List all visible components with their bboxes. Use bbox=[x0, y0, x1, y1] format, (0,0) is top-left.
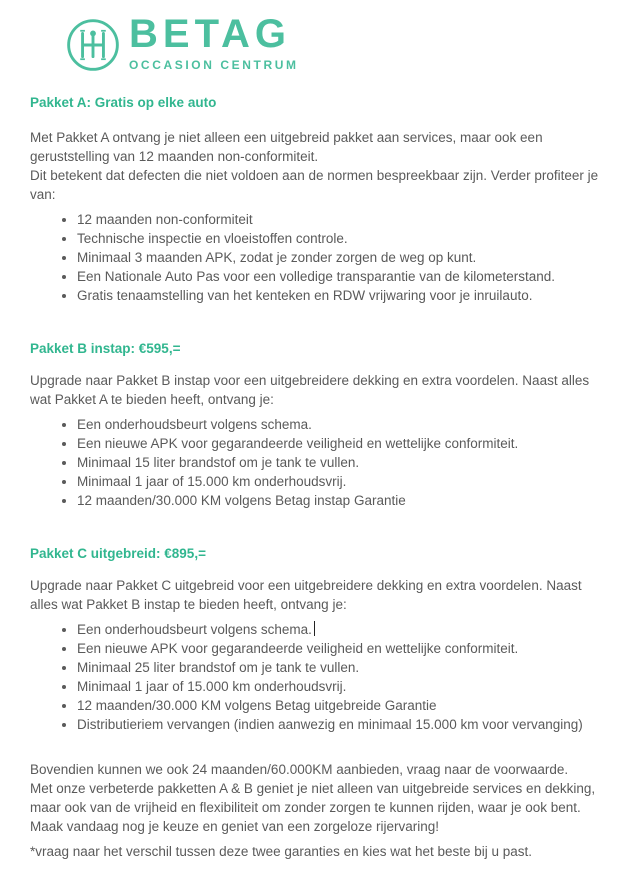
bullet-item bbox=[77, 434, 610, 453]
betag-logo bbox=[64, 14, 610, 75]
pakket-a-paragraph-2: Dit betekent dat defecten die niet voldoen aan de normen bespreekbaar zijn. Verder profiteer je van: bbox=[30, 168, 599, 202]
section-pakket-c bbox=[30, 544, 610, 734]
bullet-item bbox=[77, 453, 610, 472]
pakket-c-bullet-list bbox=[30, 620, 610, 734]
bullet-item bbox=[77, 248, 610, 267]
closing-paragraph-3: Maak vandaag nog je keuze en geniet van een zorgeloze rijervaring! bbox=[30, 819, 440, 834]
bullet-text: Gratis tenaamstelling van het kenteken en RDW vrijwaring voor je inruilauto. bbox=[77, 288, 533, 303]
pakket-b-paragraph: Upgrade naar Pakket B instap voor een uitgebreidere dekking en extra voordelen. Naast alles wat Pakket A te bieden heeft, ontvang je: bbox=[30, 373, 590, 407]
bullet-text: Een onderhoudsbeurt volgens schema. bbox=[77, 622, 312, 637]
bullet-item bbox=[77, 491, 610, 510]
bullet-item bbox=[77, 620, 610, 639]
bullet-text: Minimaal 1 jaar of 15.000 km onderhoudsvrij. bbox=[77, 474, 347, 489]
bullet-item bbox=[77, 229, 610, 248]
bullet-text: Een Nationale Auto Pas voor een volledige transparantie van de kilometerstand. bbox=[77, 269, 556, 284]
bullet-item bbox=[77, 639, 610, 658]
bullet-text: Distributieriem vervangen (indien aanwezig en minimaal 15.000 km voor vervanging) bbox=[77, 717, 583, 732]
pakket-a-heading: Pakket A: Gratis op elke auto bbox=[30, 95, 217, 110]
gearshift-icon bbox=[64, 16, 122, 74]
closing-paragraph-1: Bovendien kunnen we ook 24 maanden/60.000KM aanbieden, vraag naar de voorwaarde. bbox=[30, 762, 569, 777]
pakket-a-bullet-list bbox=[30, 210, 610, 305]
guarantee-footnote: *vraag naar het verschil tussen deze twee garanties en kies wat het beste bij u past. bbox=[30, 844, 533, 859]
bullet-item bbox=[77, 286, 610, 305]
bullet-text: 12 maanden/30.000 KM volgens Betag instap Garantie bbox=[77, 493, 406, 508]
section-pakket-b bbox=[30, 339, 610, 510]
bullet-text: Een nieuwe APK voor gegarandeerde veiligheid en wettelijke conformiteit. bbox=[77, 641, 519, 656]
bullet-item bbox=[77, 267, 610, 286]
bullet-text: Een nieuwe APK voor gegarandeerde veiligheid en wettelijke conformiteit. bbox=[77, 436, 519, 451]
bullet-text: 12 maanden non-conformiteit bbox=[77, 212, 253, 227]
brand-subtitle: OCCASION CENTRUM bbox=[129, 58, 299, 72]
pakket-c-heading: Pakket C uitgebreid: €895,= bbox=[30, 546, 206, 561]
bullet-item bbox=[77, 715, 610, 734]
text-cursor bbox=[314, 621, 315, 636]
section-pakket-a bbox=[30, 93, 610, 305]
pakket-c-paragraph: Upgrade naar Pakket C uitgebreid voor een uitgebreidere dekking en extra voordelen. Naast alles wat Pakket B instap te bieden heeft, ontvang je: bbox=[30, 578, 582, 612]
pakket-a-paragraph-1: Met Pakket A ontvang je niet alleen een uitgebreid pakket aan services, maar ook een geruststelling van 12 maanden non-conformiteit. bbox=[30, 130, 543, 164]
pakket-b-bullet-list bbox=[30, 415, 610, 510]
bullet-text: Een onderhoudsbeurt volgens schema. bbox=[77, 417, 312, 432]
bullet-item bbox=[77, 415, 610, 434]
bullet-text: Minimaal 1 jaar of 15.000 km onderhoudsvrij. bbox=[77, 679, 347, 694]
bullet-item bbox=[77, 210, 610, 229]
brand-name: BETAG bbox=[129, 12, 292, 56]
bullet-text: Technische inspectie en vloeistoffen controle. bbox=[77, 231, 348, 246]
closing-paragraph-2: Met onze verbeterde pakketten A & B geniet je niet alleen van uitgebreide services en dekking, maar ook van de vrijheid en flexibiliteit om zonder zorgen te kunnen rijden, waar je ook bent. bbox=[30, 781, 596, 815]
bullet-text: Minimaal 3 maanden APK, zodat je zonder zorgen de weg op kunt. bbox=[77, 250, 477, 265]
bullet-item bbox=[77, 472, 610, 491]
logo-text bbox=[129, 14, 299, 75]
pakket-b-heading: Pakket B instap: €595,= bbox=[30, 341, 181, 356]
closing-text bbox=[30, 760, 610, 861]
bullet-item bbox=[77, 677, 610, 696]
bullet-text: 12 maanden/30.000 KM volgens Betag uitgebreide Garantie bbox=[77, 698, 437, 713]
bullet-text: Minimaal 25 liter brandstof om je tank te vullen. bbox=[77, 660, 360, 675]
bullet-item bbox=[77, 658, 610, 677]
bullet-text: Minimaal 15 liter brandstof om je tank te vullen. bbox=[77, 455, 360, 470]
bullet-item bbox=[77, 696, 610, 715]
